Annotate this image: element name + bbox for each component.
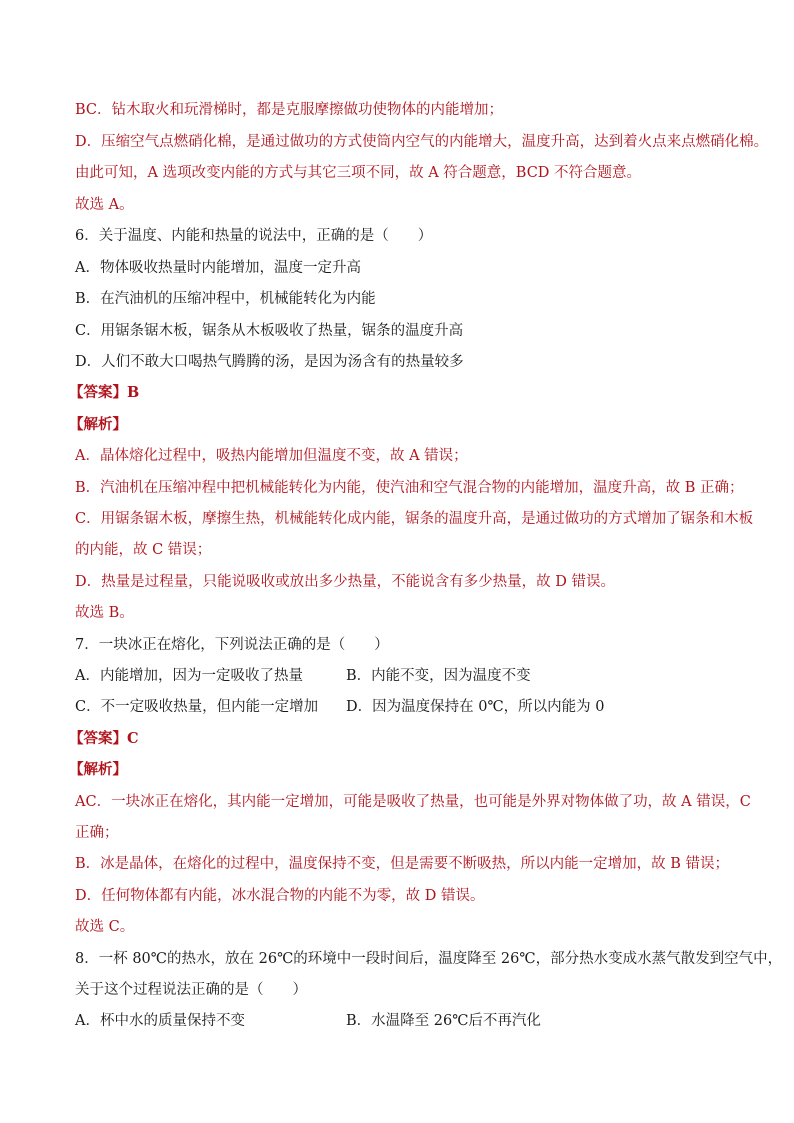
question-7-option-d: D．因为温度保持在 0℃，所以内能为 0 <box>346 699 605 715</box>
question-7-row-1 <box>75 667 531 685</box>
question-7-row-2 <box>75 698 605 716</box>
question-6-explanation-c: C．用锯条锯木板，摩擦生热，机械能转化成内能，锯条的温度升高，是通过做功的方式增加了锯条和木板 <box>75 511 754 527</box>
explanation-line-bc: BC．钻木取火和玩滑梯时，都是克服摩擦做功使物体的内能增加； <box>75 102 504 118</box>
question-6-explanation-b: B．汽油机在压缩冲程中把机械能转化为内能，使汽油和空气混合物的内能增加，温度升高，故 B 正确； <box>75 480 744 496</box>
question-6-explanation-a: A．晶体熔化过程中，吸热内能增加但温度不变，故 A 错误； <box>75 448 468 464</box>
question-6-stem: 6．关于温度、内能和热量的说法中，正确的是（ ） <box>75 228 433 244</box>
question-7-option-a: A．内能增加，因为一定吸收了热量 <box>75 668 303 684</box>
question-7-option-c: C．不一定吸收热量，但内能一定增加 <box>75 699 319 715</box>
question-7-explanation-d: D．任何物体都有内能，冰水混合物的内能不为零，故 D 错误。 <box>75 888 485 904</box>
question-7-answer: 【答案】C <box>69 730 139 747</box>
question-7-explanation-ac-cont: 正确； <box>75 825 119 841</box>
question-8-option-b: B．水温降至 26℃后不再汽化 <box>346 1013 541 1029</box>
question-6-option-d: D．人们不敢大口喝热气腾腾的汤，是因为汤含有的热量较多 <box>75 354 464 370</box>
question-6-option-a: A．物体吸收热量时内能增加，温度一定升高 <box>75 260 361 276</box>
question-7-stem: 7．一块冰正在熔化，下列说法正确的是（ ） <box>75 637 389 653</box>
question-7-explanation-b: B．冰是晶体，在熔化的过程中，温度保持不变，但是需要不断吸热，所以内能一定增加，故 B 错误； <box>75 856 730 872</box>
question-6-selection: 故选 B。 <box>75 605 134 621</box>
question-8-stem-cont: 关于这个过程说法正确的是（ ） <box>75 982 307 998</box>
question-8-row-1 <box>75 1012 541 1030</box>
question-7-selection: 故选 C。 <box>75 919 135 935</box>
question-6-option-b: B．在汽油机的压缩冲程中，机械能转化为内能 <box>75 291 376 307</box>
explanation-conclusion: 由此可知，A 选项改变内能的方式与其它三项不同，故 A 符合题意，BCD 不符合题意。 <box>75 165 642 181</box>
question-6-explanation-d: D．热量是过程量，只能说吸收或放出多少热量，不能说含有多少热量，故 D 错误。 <box>75 574 615 590</box>
question-6-explanation-c-cont: 的内能，故 C 错误； <box>75 542 212 558</box>
question-6-answer: 【答案】B <box>69 384 140 401</box>
question-7-analysis-heading: 【解析】 <box>69 761 127 778</box>
question-7-option-b: B．内能不变，因为温度不变 <box>346 668 531 684</box>
question-8-option-a: A．杯中水的质量保持不变 <box>75 1013 245 1029</box>
question-8-stem: 8．一杯 80℃的热水，放在 26℃的环境中一段时间后，温度降至 26℃，部分热水变成水蒸气散发到空气中， <box>75 951 783 967</box>
question-6-option-c: C．用锯条锯木板，锯条从木板吸收了热量，锯条的温度升高 <box>75 323 464 339</box>
question-7-explanation-ac: AC．一块冰正在熔化，其内能一定增加，可能是吸收了热量，也可能是外界对物体做了功，故 A 错误，C <box>75 794 751 810</box>
selection-line: 故选 A。 <box>75 197 134 213</box>
explanation-line-d: D．压缩空气点燃硝化棉，是通过做功的方式使筒内空气的内能增大，温度升高，达到着火点来点燃硝化棉。 <box>75 134 769 150</box>
question-6-analysis-heading: 【解析】 <box>69 416 127 433</box>
